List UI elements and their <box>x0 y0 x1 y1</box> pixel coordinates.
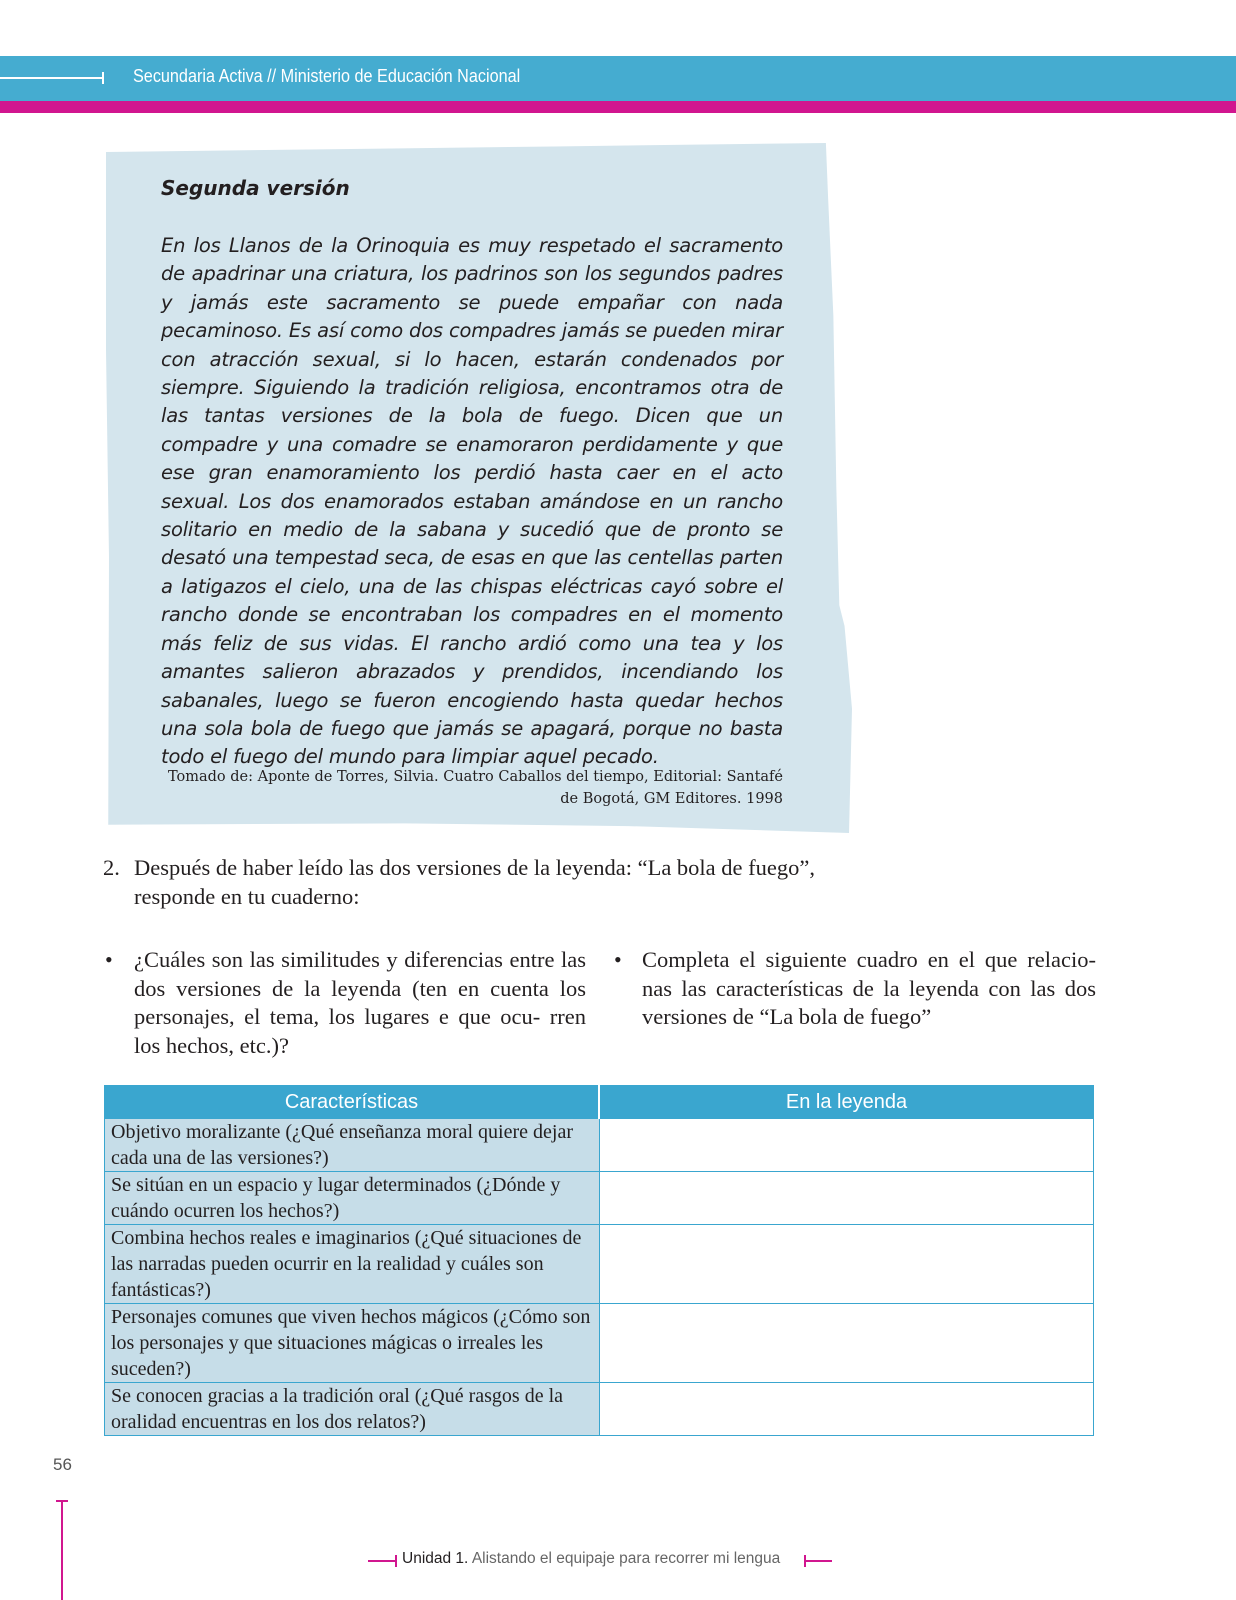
story-heading: Segunda versión <box>161 176 350 200</box>
bullet-marker: • <box>614 947 622 972</box>
table-row <box>105 1225 1094 1304</box>
header-rule <box>0 77 104 79</box>
header-rule-tick <box>102 72 104 84</box>
characteristic-cell: Personajes comunes que viven hechos mágicos (¿Cómo son los personajes y que situaciones mágicas o irreales les suceden?) <box>105 1304 600 1383</box>
header-accent-stripe <box>0 101 1236 113</box>
answer-cell[interactable] <box>599 1383 1094 1436</box>
answer-cell[interactable] <box>599 1119 1094 1172</box>
footer-subtitle: Alistando el equipaje para recorrer mi lengua <box>471 1550 781 1567</box>
footer-unit-title <box>402 1550 780 1568</box>
footer-unit: Unidad 1. <box>402 1550 469 1567</box>
table-row <box>105 1172 1094 1225</box>
footer-tick-left <box>395 1555 397 1567</box>
characteristic-cell: Combina hechos reales e imaginarios (¿Qué situaciones de las narradas pueden ocurrir en la realidad y cuáles son fantásticas?) <box>105 1225 600 1304</box>
story-text: En los Llanos de la Orinoquia es muy respetado el sacramento de apadrinar una criatura, los padrinos son los segundos padres y jamás este sacramento se puede empañar con nada pecaminoso. Es así como dos compadres jamás se pueden mirar con atracción sexual, si lo hacen, estarán condenados por siempre. Siguiendo la tradición religiosa, encontramos otra de las tantas versiones de la bola de fuego. Dicen que un compadre y una comadre se enamoraron perdidamente y que ese gran enamoramiento los perdió hasta caer en el acto sexual. Los dos enamorados estaban amándose en un rancho solitario en medio de la sabana y sucedió que de pronto se desató una tempestad seca, de esas en que las centellas parten a latigazos el cielo, una de las chispas eléctricas cayó sobre el rancho donde se encontraban los compadres en el momento más feliz de sus vidas. El rancho ardió como una tea y los amantes salieron abrazados y prendidos, incendiando los sabanales, luego se fueron encogiendo hasta quedar hechos una sola bola de fuego que jamás se apagará, porque no basta todo el fuego del mundo para limpiar aquel pecado. <box>161 234 783 769</box>
answer-cell[interactable] <box>599 1225 1094 1304</box>
story-source: Tomado de: Aponte de Torres, Silvia. Cuatro Caballos del tiempo, Editorial: Santafé de Bogotá, GM Editores. 1998 <box>167 769 783 807</box>
answer-cell[interactable] <box>599 1304 1094 1383</box>
header-title: Secundaria Activa // Ministerio de Educación Nacional <box>133 66 521 86</box>
table-row <box>105 1119 1094 1172</box>
footer-rule-left <box>368 1560 396 1562</box>
table-row <box>105 1304 1094 1383</box>
bullet-item-similarities: ¿Cuáles son las similitudes y diferencias entre las dos versiones de la leyenda (ten en cuenta los personajes, el tema, los lugares e que ocu- rren los hechos, etc.)? <box>134 947 586 1058</box>
bullet-marker: • <box>105 947 113 972</box>
column-header-in-legend: En la leyenda <box>599 1086 1094 1119</box>
question-text: Después de haber leído las dos versiones de la leyenda: “La bola de fuego”, responde en tu cuaderno: <box>134 855 815 909</box>
characteristic-cell: Objetivo moralizante (¿Qué enseñanza moral quiere dejar cada una de las versiones?) <box>105 1119 600 1172</box>
question-number: 2. <box>103 855 120 880</box>
table-row <box>105 1383 1094 1436</box>
page-margin-rule <box>61 1500 63 1600</box>
footer-rule-right <box>804 1560 832 1562</box>
column-header-characteristics: Características <box>105 1086 600 1119</box>
characteristic-cell: Se sitúan en un espacio y lugar determinados (¿Dónde y cuándo ocurren los hechos?) <box>105 1172 600 1225</box>
characteristic-cell: Se conocen gracias a la tradición oral (¿Qué rasgos de la oralidad encuentras en los dos relatos?) <box>105 1383 600 1436</box>
bullet-item-complete-table: Completa el siguiente cuadro en el que relacio- nas las características de la leyenda con las dos versiones de “La bola de fuego” <box>642 947 1096 1029</box>
characteristics-table <box>104 1085 1094 1436</box>
page-number: 56 <box>53 1455 72 1474</box>
table-header-row <box>105 1086 1094 1119</box>
answer-cell[interactable] <box>599 1172 1094 1225</box>
